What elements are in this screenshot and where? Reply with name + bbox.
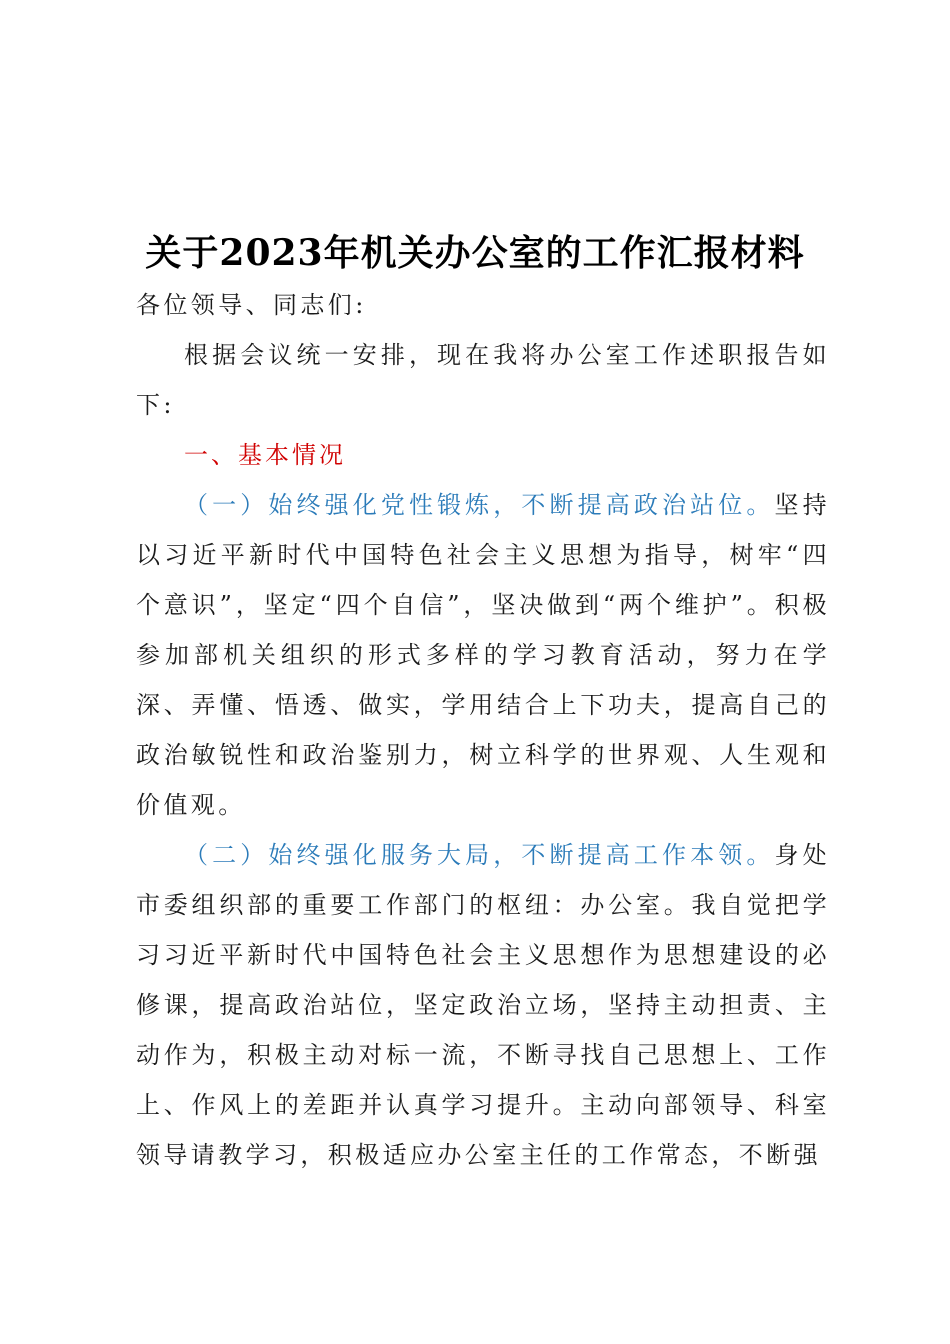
subheading-item-2: （二）始终强化服务大局，不断提高工作本领。 [184,841,775,869]
document-body [136,280,830,1180]
salutation: 各位领导、同志们: [136,291,367,319]
section-heading-basic-situation: 一、基本情况 [184,441,346,469]
intro-paragraph: 根据会议统一安排，现在我将办公室工作述职报告如下: [136,341,830,419]
paragraph-item-1-body: 坚持以习近平新时代中国特色社会主义思想为指导，树牢“四个意识”，坚定“四个自信”，坚决做到“两个维护”。积极参加部机关组织的形式多样的学习教育活动，努力在学深、弄懂、悟透、做实，学用结合上下功夫，提高自己的政治敏锐性和政治鉴别力，树立科学的世界观、人生观和价值观。 [136,491,830,819]
paragraph-item-2-body: 身处市委组织部的重要工作部门的枢纽：办公室。我自觉把学习习近平新时代中国特色社会主义思想作为思想建设的必修课，提高政治站位，坚定政治立场，坚持主动担责、主动作为，积极主动对标一流，不断寻找自己思想上、工作上、作风上的差距并认真学习提升。主动向部领导、科室领导请教学习，积极适应办公室主任的工作常态，不断强 [136,841,830,1169]
paragraph-item-2 [136,830,830,1180]
subheading-item-1: （一）始终强化党性锻炼，不断提高政治站位。 [184,491,775,519]
paragraph-item-1 [136,480,830,830]
document-title: 关于2023年机关办公室的工作汇报材料 [145,232,805,275]
